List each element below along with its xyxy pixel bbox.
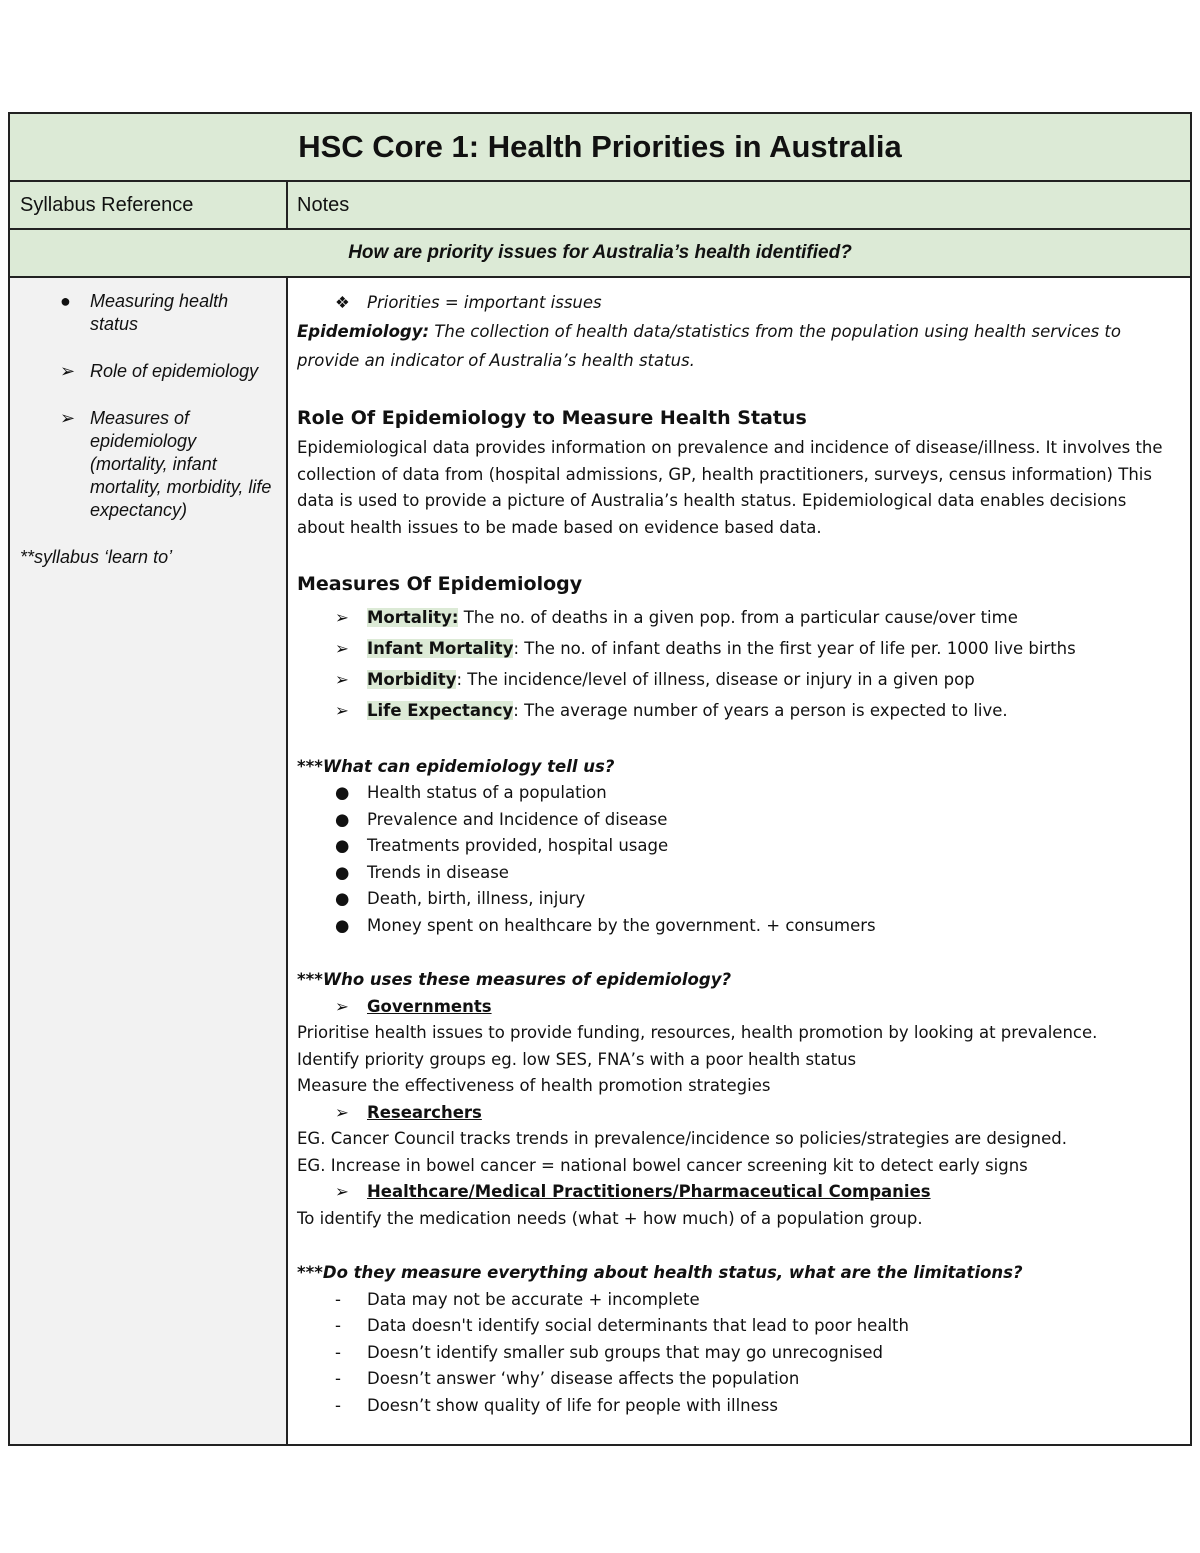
note-line: Measure the effectiveness of health promotion strategies (297, 1076, 771, 1095)
epidemiology-label: Epidemiology: (297, 321, 430, 341)
diamond-bullet-icon: ❖ (335, 293, 350, 312)
arrow-bullet-icon: ➢ (335, 1182, 349, 1201)
bullet-icon: ● (335, 889, 350, 908)
inquiry-question: How are priority issues for Australia’s health identified? (348, 242, 852, 263)
list-item-text: Treatments provided, hospital usage (367, 836, 669, 855)
note-line: EG. Cancer Council tracks trends in prevalence/incidence so policies/strategies are designed. (297, 1129, 1067, 1148)
priorities-line (297, 290, 1178, 317)
notes-column (288, 278, 1190, 1444)
syllabus-reference-header: Syllabus Reference (10, 182, 288, 228)
measure-term: Infant Mortality (367, 638, 514, 658)
epidemiology-definition-text: The collection of health data/statistics from the population using health services to provide an indicator of Australia’s health status. (297, 321, 1121, 370)
arrow-bullet-icon: ➢ (335, 638, 349, 658)
bullet-icon: ● (335, 783, 350, 802)
bullet-icon: ● (335, 862, 350, 882)
notes-table (8, 112, 1192, 1446)
dash-icon: - (335, 1342, 341, 1362)
arrow-bullet-icon: ➢ (60, 408, 76, 428)
measure-term: Morbidity (367, 669, 457, 689)
list-item (297, 886, 1178, 913)
list-item (297, 833, 1178, 860)
list-item-text: Doesn’t show quality of life for people with illness (367, 1395, 778, 1415)
list-item-text: Health status of a population (367, 783, 607, 802)
list-item (297, 780, 1178, 807)
list-item-text: Money spent on healthcare by the government. + consumers (367, 915, 876, 935)
who-heading: ***Who uses these measures of epidemiology? (297, 970, 732, 989)
arrow-bullet-icon: ➢ (335, 996, 349, 1016)
column-header-row (10, 182, 1190, 230)
role-heading: Role Of Epidemiology to Measure Health Status (297, 406, 807, 429)
list-item (297, 913, 1178, 940)
list-item-text: Prevalence and Incidence of disease (367, 809, 668, 829)
dash-icon: - (335, 1316, 341, 1335)
syllabus-item-text: Measures of epidemiology (mortality, infant mortality, morbidity, life expectancy) (90, 408, 272, 520)
list-item-text: Death, birth, illness, injury (367, 889, 586, 908)
bullet-icon: ● (60, 291, 71, 311)
table-title-row (10, 114, 1190, 182)
list-item (297, 1393, 1178, 1420)
measure-definition: : The no. of infant deaths in the first year of life per. 1000 live births (513, 638, 1076, 658)
list-item (297, 1366, 1178, 1393)
list-item-text: Doesn’t identify smaller sub groups that may go unrecognised (367, 1342, 884, 1362)
syllabus-note: **syllabus ‘learn to’ (20, 547, 173, 567)
list-item-text: Data doesn't identify social determinants that lead to poor health (367, 1316, 909, 1335)
syllabus-item (20, 290, 278, 336)
arrow-bullet-icon: ➢ (335, 607, 349, 627)
list-item-text: Doesn’t answer ‘why’ disease affects the population (367, 1369, 800, 1388)
user-group-label: Governments (367, 996, 492, 1016)
user-group-label: Researchers (367, 1102, 482, 1122)
list-item (297, 807, 1178, 834)
question-row (10, 230, 1190, 278)
arrow-bullet-icon: ➢ (335, 700, 349, 720)
note-line: Prioritise health issues to provide funding, resources, health promotion by looking at prevalence. (297, 1023, 1098, 1042)
syllabus-item-text: Measuring health status (90, 291, 229, 334)
syllabus-item (20, 407, 278, 522)
syllabus-item (20, 360, 278, 383)
measures-heading: Measures Of Epidemiology (297, 573, 583, 595)
measure-definition: : The average number of years a person is expected to live. (513, 700, 1008, 720)
list-item (297, 860, 1178, 887)
bullet-icon: ● (335, 915, 350, 935)
list-item (297, 1340, 1178, 1367)
notes-header: Notes (297, 193, 350, 216)
measure-definition: The no. of deaths in a given pop. from a particular cause/over time (458, 607, 1018, 627)
bullet-icon: ● (335, 809, 350, 829)
dash-icon: - (335, 1395, 341, 1415)
measure-item (297, 602, 1178, 633)
note-line: Identify priority groups eg. low SES, FNA’s with a poor health status (297, 1049, 857, 1069)
content-row (10, 278, 1190, 1444)
bullet-icon: ● (335, 836, 350, 855)
measure-item (297, 695, 1178, 726)
syllabus-item-text: Role of epidemiology (90, 361, 259, 381)
dash-icon: - (335, 1289, 341, 1309)
syllabus-column (10, 278, 288, 1444)
note-line: EG. Increase in bowel cancer = national bowel cancer screening kit to detect early signs (297, 1155, 1028, 1175)
arrow-bullet-icon: ➢ (335, 669, 349, 689)
user-group-label: Healthcare/Medical Practitioners/Pharmaceutical Companies (367, 1182, 931, 1201)
measure-definition: : The incidence/level of illness, disease or injury in a given pop (456, 669, 975, 689)
list-item-text: Trends in disease (367, 862, 509, 882)
priorities-text: Priorities = important issues (367, 293, 602, 312)
user-group-healthcare (297, 1179, 1178, 1206)
list-item (297, 1313, 1178, 1340)
measure-item (297, 664, 1178, 695)
page-title: HSC Core 1: Health Priorities in Australia (298, 129, 902, 164)
measure-term: Mortality: (367, 607, 459, 627)
epidemiology-definition (297, 317, 1178, 375)
note-line: To identify the medication needs (what + how much) of a population group. (297, 1208, 923, 1228)
dash-icon: - (335, 1369, 341, 1388)
role-paragraph: Epidemiological data provides information on prevalence and incidence of disease/illness. It involves the collection of data from (hospital admissions, GP, health practitioners, surveys, census information) This data is used to provide a picture of Australia’s health status. Epidemiological data enables decisions about health issues to be made based on evidence based data. (297, 438, 1163, 537)
user-group-governments (297, 994, 1178, 1021)
tell-heading: ***What can epidemiology tell us? (297, 756, 615, 776)
measure-item (297, 633, 1178, 664)
measure-term: Life Expectancy (367, 700, 514, 720)
limitations-heading: ***Do they measure everything about health status, what are the limitations? (297, 1263, 1023, 1282)
user-group-researchers (297, 1100, 1178, 1127)
arrow-bullet-icon: ➢ (335, 1102, 349, 1122)
list-item (297, 1287, 1178, 1314)
list-item-text: Data may not be accurate + incomplete (367, 1289, 700, 1309)
arrow-bullet-icon: ➢ (60, 361, 76, 381)
